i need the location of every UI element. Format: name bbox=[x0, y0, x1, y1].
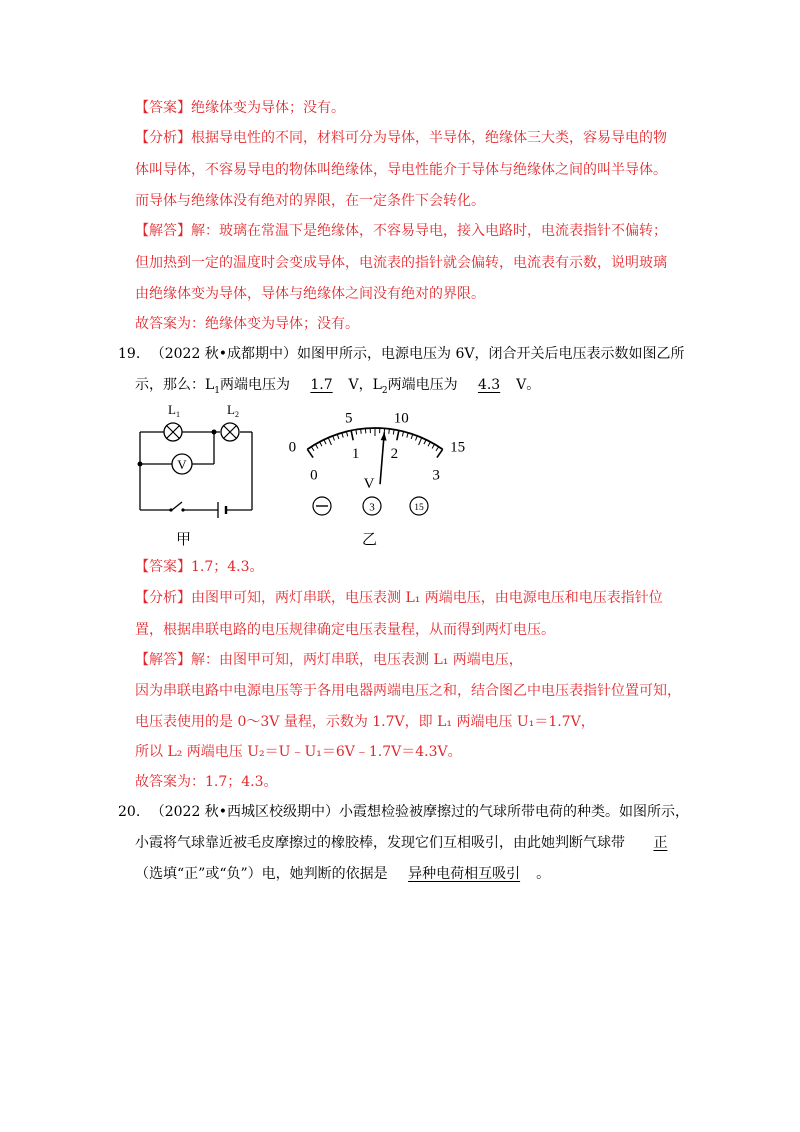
junction-dot-left bbox=[138, 462, 143, 467]
dial-tick bbox=[407, 433, 408, 438]
dial-label-outer: 0 bbox=[288, 439, 297, 456]
q19-analysis-line-2: 置，根据串联电路的电压规律确定电压表量程，从而得到两灯电压。 bbox=[135, 622, 555, 638]
q18-analysis-line-2: 体叫导体，不容易导电的物体叫绝缘体，导电性能介于导体与绝缘体之间的叫半导体。 bbox=[135, 162, 667, 178]
dial-tick bbox=[324, 440, 326, 445]
dial-tick bbox=[424, 440, 426, 445]
dial-tick bbox=[415, 436, 417, 441]
q20-stem-text-1: （2022 秋•西城区校级期中）小霞想检验被摩擦过的气球所带电荷的种类。如图所示， bbox=[150, 804, 690, 820]
circuit-diagram bbox=[134, 402, 266, 520]
dial-tick bbox=[419, 438, 422, 445]
q19-blank-2: 4.3 bbox=[477, 377, 501, 393]
voltmeter-label: V bbox=[177, 457, 187, 472]
q20-stem-line-2 bbox=[135, 833, 667, 853]
q20-stem-text-2: 小霞将气球靠近被毛皮摩擦过的橡胶棒，发现它们互相吸引，由此她判断气球带 bbox=[135, 835, 625, 851]
dial-tick bbox=[432, 444, 435, 448]
figure-label-jia: 甲 bbox=[176, 530, 192, 548]
q19-stem-text-2e: V。 bbox=[516, 377, 541, 393]
dial-tick bbox=[333, 436, 335, 441]
q18-solution-line-2: 但加热到一定的温度时会变成导体，电流表的指针就会偏转，电流表有示数，说明玻璃 bbox=[135, 255, 667, 271]
switch-contact-2 bbox=[181, 508, 184, 511]
dial-label-inner: 0 bbox=[310, 467, 318, 484]
q19-solution-line-1: 【解答】解：由图甲可知，两灯串联，电压表测 L₁ 两端电压， bbox=[135, 652, 523, 668]
q19-stem-line-1 bbox=[118, 344, 685, 364]
q19-stem-text-2d: 两端电压为 bbox=[387, 377, 458, 393]
dial-tick bbox=[411, 434, 413, 439]
dial-tick bbox=[351, 430, 353, 440]
dial-tick bbox=[311, 447, 314, 451]
terminal-3-label: 3 bbox=[369, 501, 375, 514]
q19-stem-sub-1: 1 bbox=[214, 385, 221, 396]
q20-stem-line-3 bbox=[135, 864, 550, 884]
terminal-negative bbox=[313, 497, 331, 515]
q19-blank-1: 1.7 bbox=[310, 377, 333, 393]
dial-tick bbox=[342, 433, 343, 438]
dial-tick bbox=[328, 438, 331, 445]
figure-label-yi: 乙 bbox=[362, 530, 378, 548]
q19-analysis-line-1: 【分析】由图甲可知，两灯串联，电压表测 L₁ 两端电压，由电源电压和电压表指针位 bbox=[135, 590, 663, 606]
dial-label-inner: 1 bbox=[351, 445, 360, 462]
dial-label-outer: 10 bbox=[393, 410, 409, 427]
q20-stem-text-3a: （选填“正”或“负”）电，她判断的依据是 bbox=[135, 866, 388, 882]
q18-analysis-line-1: 【分析】根据导电性的不同，材料可分为导体，半导体，绝缘体三大类，容易导电的物 bbox=[135, 130, 667, 146]
lamp-l2-label: $L_2$ bbox=[227, 402, 239, 419]
dial-tick bbox=[436, 447, 439, 451]
q20-number: 20. bbox=[118, 804, 141, 820]
switch-contact-1 bbox=[169, 508, 172, 511]
dial-tick bbox=[307, 449, 313, 457]
lamp-l1 bbox=[164, 423, 182, 441]
dial-tick bbox=[393, 430, 394, 435]
q19-solution-line-4: 所以 L₂ 两端电压 U₂＝U﹣U₁＝6V﹣1.7V＝4.3V。 bbox=[135, 744, 462, 760]
dial-tick bbox=[397, 430, 399, 440]
q19-number: 19. bbox=[118, 346, 141, 362]
q19-stem-text-2b: 两端电压为 bbox=[220, 377, 291, 393]
q19-stem-text-2a: 示，那么：L bbox=[135, 377, 215, 393]
q20-blank-1: 正 bbox=[653, 835, 668, 851]
dial-label-outer: 5 bbox=[344, 410, 353, 427]
battery-symbol bbox=[218, 502, 226, 518]
q19-stem-text-2c: V，L bbox=[348, 377, 382, 393]
dial-tick bbox=[402, 432, 403, 437]
voltmeter-symbol bbox=[172, 454, 192, 474]
dial-label-outer: 15 bbox=[450, 439, 466, 456]
dial-tick bbox=[320, 442, 322, 446]
dial-tick bbox=[315, 444, 318, 448]
q19-answer: 【答案】1.7；4.3。 bbox=[135, 559, 264, 575]
q18-analysis-line-3: 而导体与绝缘体没有绝对的界限，在一定条件下会转化。 bbox=[135, 193, 485, 209]
dial-unit-label: V bbox=[363, 476, 375, 492]
dial-label-inner: 3 bbox=[432, 467, 440, 484]
dial-ticks bbox=[307, 428, 442, 458]
dial-tick bbox=[389, 429, 390, 434]
q18-solution-line-1: 【解答】解：玻璃在常温下是绝缘体，不容易导电，接入电路时，电流表指针不偏转； bbox=[135, 223, 667, 239]
dial-tick bbox=[337, 434, 339, 439]
terminal-3 bbox=[363, 497, 381, 515]
terminal-15 bbox=[410, 497, 428, 515]
dial-label-inner: 2 bbox=[390, 445, 399, 462]
lamp-l2 bbox=[221, 423, 239, 441]
q18-answer: 【答案】绝缘体变为导体；没有。 bbox=[135, 100, 345, 116]
q19-stem-sub-2: 2 bbox=[381, 385, 388, 396]
q18-final-answer: 故答案为：绝缘体变为导体；没有。 bbox=[135, 316, 359, 332]
junction-dot-right bbox=[212, 430, 217, 435]
terminal-15-label: 15 bbox=[414, 503, 424, 513]
q19-solution-line-3: 电压表使用的是 0～3V 量程，示数为 1.7V，即 L₁ 两端电压 U₁＝1.7V， bbox=[135, 714, 595, 730]
dial-tick bbox=[361, 429, 362, 434]
q19-stem-text-1: （2022 秋•成都期中）如图甲所示，电源电压为 6V，闭合开关后电压表示数如图乙所 bbox=[150, 346, 685, 362]
q20-stem-text-3b: 。 bbox=[536, 866, 551, 882]
q19-final-answer: 故答案为：1.7；4.3。 bbox=[135, 774, 278, 790]
dial-tick bbox=[428, 442, 430, 446]
q19-solution-line-2: 因为串联电路中电源电压等于各用电器两端电压之和，结合图乙中电压表指针位置可知， bbox=[135, 683, 681, 699]
dial-tick bbox=[346, 432, 347, 437]
dial-tick bbox=[356, 430, 357, 435]
voltmeter-dial bbox=[270, 396, 480, 521]
lamp-l1-label: $L_1$ bbox=[168, 402, 180, 419]
q20-blank-2: 异种电荷相互吸引 bbox=[408, 866, 521, 882]
q20-stem-line-1 bbox=[118, 802, 689, 822]
q18-solution-line-3: 由绝缘体变为导体，导体与绝缘体之间没有绝对的界限。 bbox=[135, 286, 485, 302]
dial-tick bbox=[437, 449, 443, 457]
